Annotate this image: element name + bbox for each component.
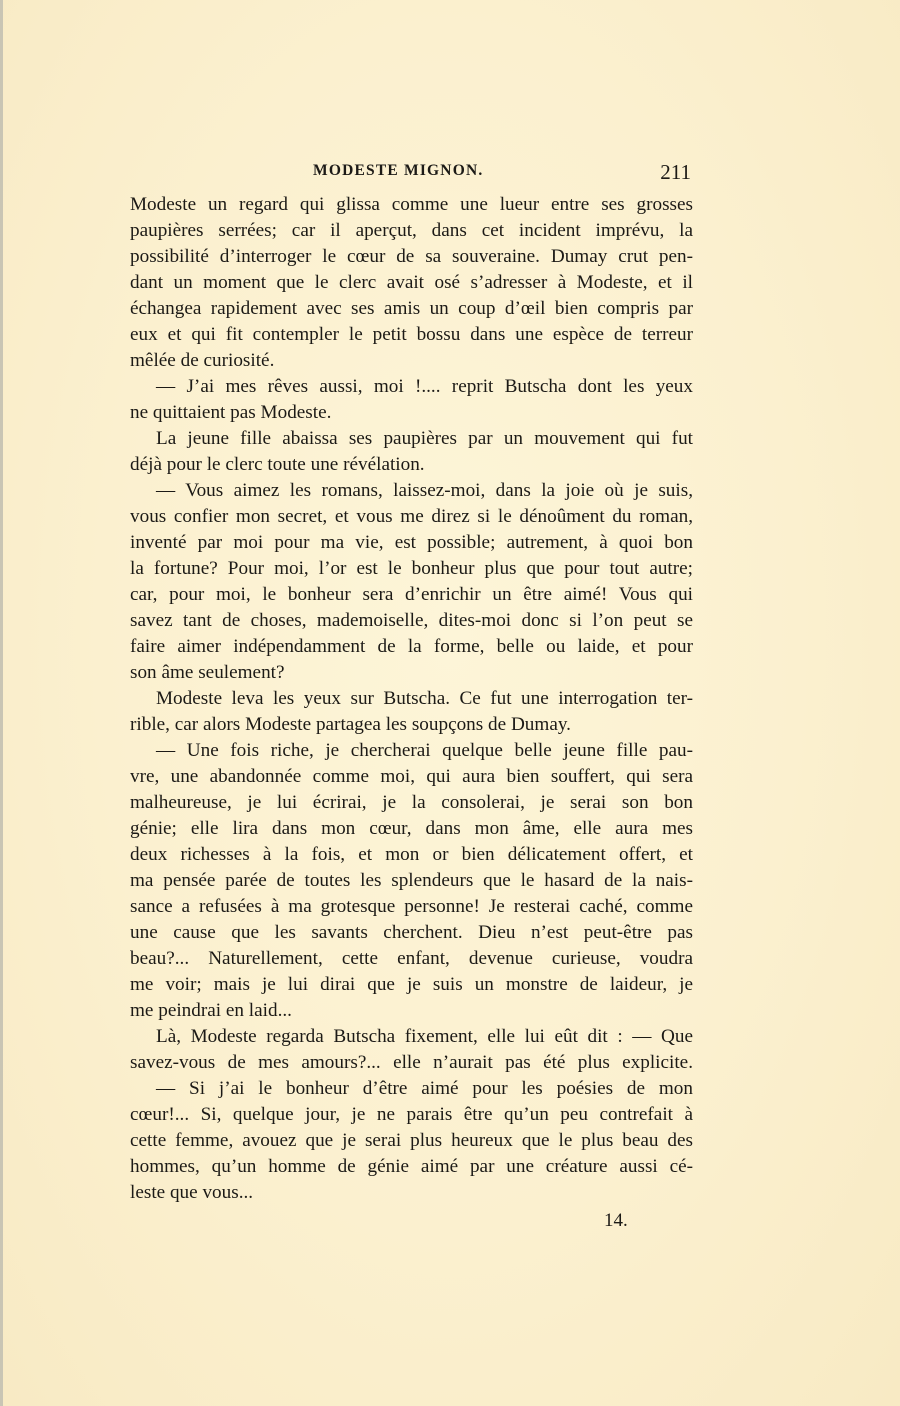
text-line: hommes, qu’un homme de génie aimé par une créature aussi cé-: [130, 1156, 693, 1177]
text-line: — J’ai mes rêves aussi, moi !.... reprit Butscha dont les yeux: [156, 376, 693, 397]
text-line: beau?... Naturellement, cette enfant, devenue curieuse, voudra: [130, 948, 693, 969]
text-line: savez-vous de mes amours?... elle n’aurait pas été plus explicite.: [130, 1052, 693, 1073]
text-line: rible, car alors Modeste partagea les soupçons de Dumay.: [130, 714, 571, 735]
text-line: Modeste leva les yeux sur Butscha. Ce fut une interrogation ter-: [156, 688, 693, 709]
text-line: ma pensée parée de toutes les splendeurs que le hasard de la nais-: [130, 870, 693, 891]
text-line: vre, une abandonnée comme moi, qui aura bien souffert, qui sera: [130, 766, 693, 787]
text-line: échangea rapidement avec ses amis un coup d’œil bien compris par: [130, 298, 693, 319]
text-line: son âme seulement?: [130, 662, 285, 683]
text-line: Modeste un regard qui glissa comme une lueur entre ses grosses: [130, 194, 693, 215]
text-line: paupières serrées; car il aperçut, dans cet incident imprévu, la: [130, 220, 693, 241]
text-line: vous confier mon secret, et vous me direz si le dénoûment du roman,: [130, 506, 693, 527]
text-line: me voir; mais je lui dirai que je suis un monstre de laideur, je: [130, 974, 693, 995]
text-line: cœur!... Si, quelque jour, je ne parais être qu’un peu contrefait à: [130, 1104, 693, 1125]
text-line: Là, Modeste regarda Butscha fixement, elle lui eût dit : — Que: [156, 1026, 693, 1047]
signature-mark: 14.: [604, 1210, 628, 1231]
text-line: leste que vous...: [130, 1182, 254, 1203]
text-line: sance a refusées à ma grotesque personne! Je resterai caché, comme: [130, 896, 693, 917]
text-line: inventé par moi pour ma vie, est possible; autrement, à quoi bon: [130, 532, 693, 553]
text-line: une cause que les savants cherchent. Dieu n’est peut-être pas: [130, 922, 693, 943]
text-line: dant un moment que le clerc avait osé s’adresser à Modeste, et il: [130, 272, 693, 293]
text-line: mêlée de curiosité.: [130, 350, 275, 371]
text-line: possibilité d’interroger le cœur de sa souveraine. Dumay crut pen-: [130, 246, 693, 267]
text-line: génie; elle lira dans mon cœur, dans mon âme, elle aura mes: [130, 818, 693, 839]
text-line: cette femme, avouez que je serai plus heureux que le plus beau des: [130, 1130, 693, 1151]
text-line: la fortune? Pour moi, l’or est le bonheur plus que pour tout autre;: [130, 558, 693, 579]
text-line: déjà pour le clerc toute une révélation.: [130, 454, 425, 475]
text-line: — Vous aimez les romans, laissez-moi, dans la joie où je suis,: [156, 480, 693, 501]
page-edge: [0, 0, 3, 1406]
text-line: savez tant de choses, mademoiselle, dites-moi donc si l’on peut se: [130, 610, 693, 631]
page-number: 211: [660, 160, 691, 184]
text-line: malheureuse, je lui écrirai, je la consolerai, je serai son bon: [130, 792, 693, 813]
text-line: deux richesses à la fois, et mon or bien délicatement offert, et: [130, 844, 693, 865]
running-title: MODESTE MIGNON.: [313, 162, 484, 179]
text-line: car, pour moi, le bonheur sera d’enrichir un être aimé! Vous qui: [130, 584, 693, 605]
body-text: [130, 192, 693, 1206]
text-line: eux et qui fit contempler le petit bossu dans une espèce de terreur: [130, 324, 693, 345]
text-line: La jeune fille abaissa ses paupières par un mouvement qui fut: [156, 428, 693, 449]
text-line: — Si j’ai le bonheur d’être aimé pour les poésies de mon: [156, 1078, 693, 1099]
running-head: [130, 160, 693, 190]
text-line: ne quittaient pas Modeste.: [130, 402, 332, 423]
text-line: me peindrai en laid...: [130, 1000, 292, 1021]
text-line: — Une fois riche, je chercherai quelque belle jeune fille pau-: [156, 740, 693, 761]
text-line: faire aimer indépendamment de la forme, belle ou laide, et pour: [130, 636, 693, 657]
